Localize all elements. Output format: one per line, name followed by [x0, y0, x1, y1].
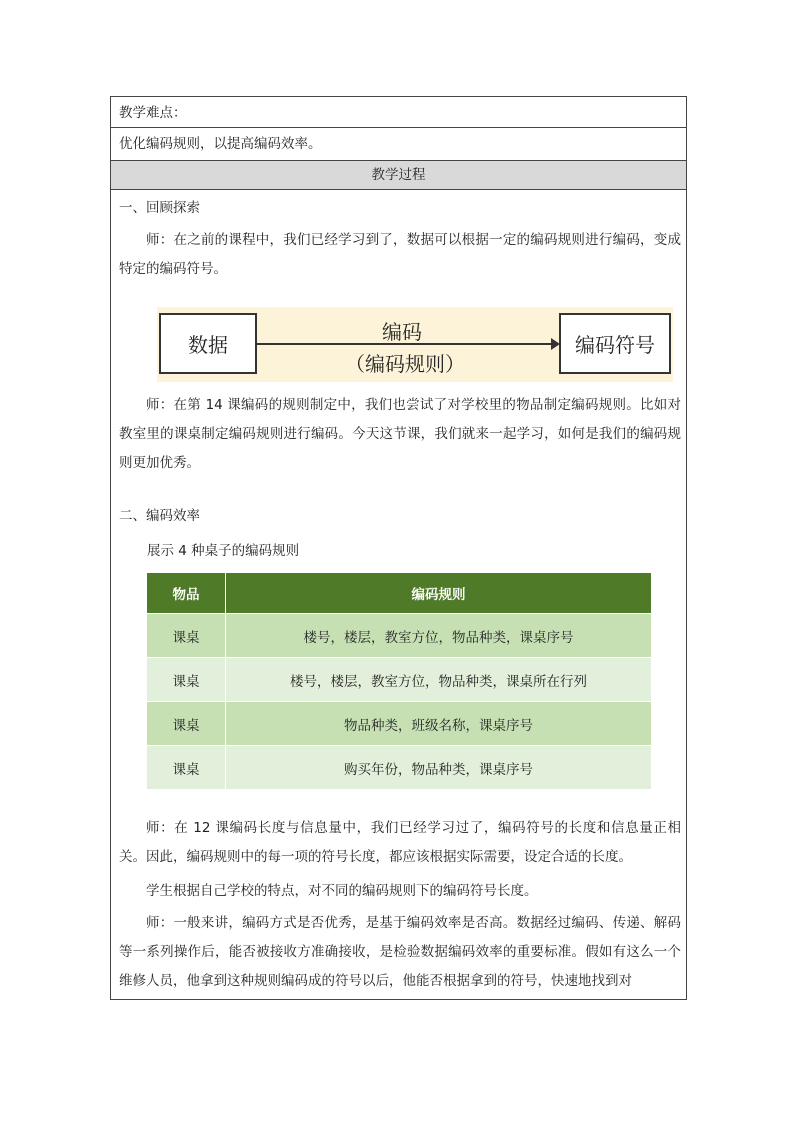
table-row [147, 746, 652, 790]
cell-rule: 物品种类，班级名称，课桌序号 [226, 702, 652, 746]
arrow-label-top: 编码 [382, 320, 422, 344]
section2-heading: 二、编码效率 [119, 508, 200, 524]
difficulty-text: 优化编码规则，以提高编码效率。 [119, 136, 322, 152]
section1-para1: 师：在之前的课程中，我们已经学习到了，数据可以根据一定的编码规则进行编码，变成特定的编码符号。 [119, 232, 681, 277]
encoding-rules-table [147, 573, 652, 789]
table-row [147, 702, 652, 746]
section1-para2: 师：在第 14 课编码的规则制定中，我们也尝试了对学校里的物品制定编码规则。比如对教室里的课桌制定编码规则进行编码。今天这节课，我们就来一起学习，如何是我们的编码规则更加优秀。 [119, 397, 681, 471]
cell-item: 课桌 [147, 614, 226, 658]
code-symbol-box: 编码符号 [559, 313, 671, 374]
table-header-row [147, 573, 652, 614]
divider [111, 127, 686, 128]
cell-rule: 楼号，楼层，教室方位，物品种类，课桌序号 [226, 614, 652, 658]
encoding-diagram [157, 307, 673, 382]
lesson-plan-table [110, 96, 687, 1000]
cell-item: 课桌 [147, 702, 226, 746]
table-row [147, 614, 652, 658]
section2-para5: 师：一般来讲，编码方式是否优秀，是基于编码效率是否高。数据经过编码、传递、解码等一系列操作后，能否被接收方准确接收，是检验数据编码效率的重要标准。假如有这么一个维修人员，他拿到这种规则编码成的符号以后，他能否根据拿到的符号，快速地找到对 [119, 915, 681, 989]
header-item: 物品 [147, 573, 226, 614]
header-rule: 编码规则 [226, 573, 652, 614]
section2-intro: 展示 4 种桌子的编码规则 [147, 543, 300, 559]
section2-para4: 学生根据自己学校的特点，对不同的编码规则下的编码符号长度。 [146, 883, 538, 899]
arrow-label-bottom: （编码规则） [345, 352, 465, 376]
data-box: 数据 [159, 313, 257, 374]
process-title: 教学过程 [111, 160, 686, 190]
cell-item: 课桌 [147, 746, 226, 790]
difficulty-heading: 教学难点： [119, 105, 187, 121]
cell-rule: 购买年份，物品种类，课桌序号 [226, 746, 652, 790]
cell-rule: 楼号，楼层，教室方位，物品种类，课桌所在行列 [226, 658, 652, 702]
section2-para3: 师：在 12 课编码长度与信息量中，我们已经学习过了，编码符号的长度和信息量正相关。因此，编码规则中的每一项的符号长度，都应该根据实际需要，设定合适的长度。 [119, 820, 681, 865]
cell-item: 课桌 [147, 658, 226, 702]
section1-heading: 一、回顾探索 [119, 200, 200, 216]
table-row [147, 658, 652, 702]
